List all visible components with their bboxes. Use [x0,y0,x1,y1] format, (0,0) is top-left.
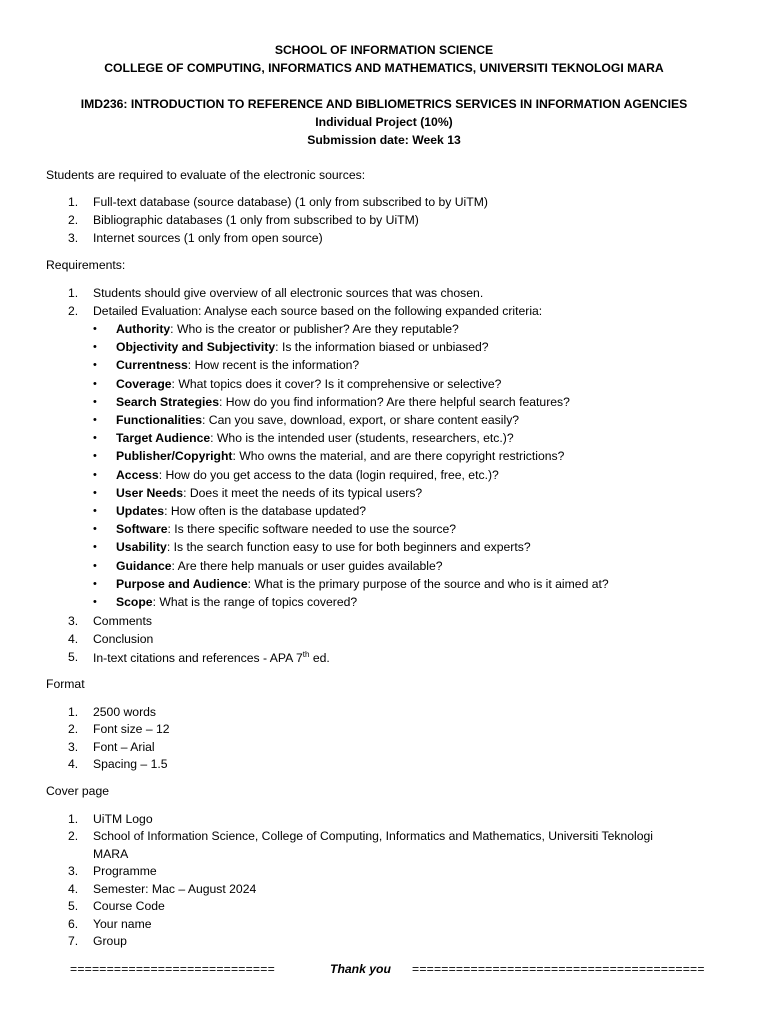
criteria-term: Coverage [116,377,172,391]
criteria-description: : Is the search function easy to use for both beginners and experts? [166,540,531,554]
list-text: Font size – 12 [93,722,170,736]
criteria-description: : Who is the creator or publisher? Are they reputable? [170,322,459,336]
criteria-term: Functionalities [116,413,202,427]
criteria-term: User Needs [116,486,184,500]
bullet-icon: • [93,396,97,408]
criteria-text [116,577,609,591]
list-number: 2. [68,304,79,318]
criteria-term: Objectivity and Subjectivity [116,340,276,354]
criteria-term: Scope [116,595,153,609]
criteria-text [116,322,459,336]
list-number: 4. [68,632,79,646]
bullet-icon: • [93,578,97,590]
list-text: 2500 words [93,705,157,719]
bullet-icon: • [93,560,97,572]
bullet-icon: • [93,523,97,535]
list-number: 5. [68,899,79,913]
criteria-term: Purpose and Audience [116,577,248,591]
criteria-description: : What is the range of topics covered? [152,595,358,609]
format-heading: Format [46,677,85,691]
requirements-heading: Requirements: [46,258,126,272]
bullet-icon: • [93,505,97,517]
list-text-continuation: MARA [93,847,129,861]
list-number: 1. [68,286,79,300]
criteria-description: : Can you save, download, export, or share content easily? [202,413,520,427]
criteria-text [116,540,531,554]
school-title: SCHOOL OF INFORMATION SCIENCE [274,43,494,57]
criteria-term: Software [116,522,168,536]
criteria-term: Usability [116,540,167,554]
criteria-term: Guidance [116,559,172,573]
list-number: 1. [68,195,79,209]
list-text: Spacing – 1.5 [93,757,168,771]
college-title: COLLEGE OF COMPUTING, INFORMATICS AND MATHEMATICS, UNIVERSITI TEKNOLOGI MARA [104,61,664,75]
criteria-text [116,377,501,391]
list-text: Your name [93,917,152,931]
bullet-icon: • [93,450,97,462]
list-text: Course Code [93,899,165,913]
list-number: 2. [68,213,79,227]
list-text: Group [93,934,127,948]
criteria-term: Authority [116,322,171,336]
list-text: Semester: Mac – August 2024 [93,882,257,896]
criteria-text [116,358,359,372]
criteria-description: : What is the primary purpose of the source and who is it aimed at? [247,577,609,591]
criteria-description: : Who is the intended user (students, researchers, etc.)? [210,431,514,445]
criteria-term: Updates [116,504,165,518]
course-title: IMD236: INTRODUCTION TO REFERENCE AND BIBLIOMETRICS SERVICES IN INFORMATION AGENCIES [80,97,688,111]
bullet-icon: • [93,432,97,444]
criteria-description: : Who owns the material, and are there copyright restrictions? [232,449,565,463]
bullet-icon: • [93,541,97,553]
list-text: Comments [93,614,152,628]
footer-left-rule: ============================ [70,962,275,976]
criteria-term: Publisher/Copyright [116,449,233,463]
criteria-description: : Is there specific software needed to use the source? [167,522,457,536]
list-text: Full-text database (source database) (1 only from subscribed to by UiTM) [93,195,488,209]
list-number: 4. [68,882,79,896]
criteria-text [116,449,564,463]
criteria-description: : Is the information biased or unbiased? [275,340,489,354]
criteria-text [116,486,422,500]
list-number: 2. [68,722,79,736]
criteria-text [116,522,456,536]
list-number: 1. [68,705,79,719]
citation-text: In-text citations and references - APA 7 [93,651,303,666]
list-number: 3. [68,614,79,628]
list-number: 3. [68,740,79,754]
list-number: 3. [68,864,79,878]
list-text: Conclusion [93,632,154,646]
project-title: Individual Project (10%) [315,115,453,129]
criteria-text [116,431,514,445]
criteria-term: Access [116,468,159,482]
footer-right-rule: ======================================== [412,962,705,976]
bullet-icon: • [93,487,97,499]
criteria-text [116,559,443,573]
list-number: 7. [68,934,79,948]
criteria-text [116,395,570,409]
bullet-icon: • [93,414,97,426]
list-text: Internet sources (1 only from open source) [93,231,323,245]
list-number: 6. [68,917,79,931]
list-number: 4. [68,757,79,771]
list-number: 1. [68,812,79,826]
list-text [93,650,330,665]
submission-date: Submission date: Week 13 [307,133,461,147]
list-text: Detailed Evaluation: Analyse each source based on the following expanded criteria: [93,304,543,318]
superscript-th: th [302,650,310,659]
bullet-icon: • [93,323,97,335]
criteria-description: : How often is the database updated? [164,504,367,518]
criteria-description: : How recent is the information? [187,358,360,372]
list-text: Font – Arial [93,740,155,754]
list-text: Programme [93,864,157,878]
intro-text: Students are required to evaluate of the electronic sources: [46,168,366,182]
list-number: 2. [68,829,79,843]
criteria-description: : Does it meet the needs of its typical users? [183,486,423,500]
bullet-icon: • [93,596,97,608]
criteria-text [116,504,366,518]
bullet-icon: • [93,359,97,371]
list-number: 3. [68,231,79,245]
list-text: Students should give overview of all electronic sources that was chosen. [93,286,484,300]
criteria-text [116,413,519,427]
list-text: School of Information Science, College of Computing, Informatics and Mathematics, Universiti Teknologi [93,829,653,843]
cover-heading: Cover page [46,784,110,798]
list-text: Bibliographic databases (1 only from subscribed to by UiTM) [93,213,419,227]
criteria-description: : How do you find information? Are there helpful search features? [218,395,570,409]
criteria-term: Target Audience [116,431,211,445]
thank-you-text: Thank you [330,962,391,976]
bullet-icon: • [93,469,97,481]
bullet-icon: • [93,378,97,390]
criteria-description: : How do you get access to the data (login required, free, etc.)? [158,468,499,482]
criteria-description: : Are there help manuals or user guides available? [171,559,443,573]
list-text: UiTM Logo [93,812,153,826]
criteria-term: Search Strategies [116,395,219,409]
criteria-text [116,340,489,354]
edition-suffix: ed. [309,651,330,666]
criteria-text [116,468,499,482]
bullet-icon: • [93,341,97,353]
criteria-text [116,595,357,609]
criteria-description: : What topics does it cover? Is it comprehensive or selective? [171,377,502,391]
criteria-term: Currentness [116,358,188,372]
list-number: 5. [68,650,79,664]
